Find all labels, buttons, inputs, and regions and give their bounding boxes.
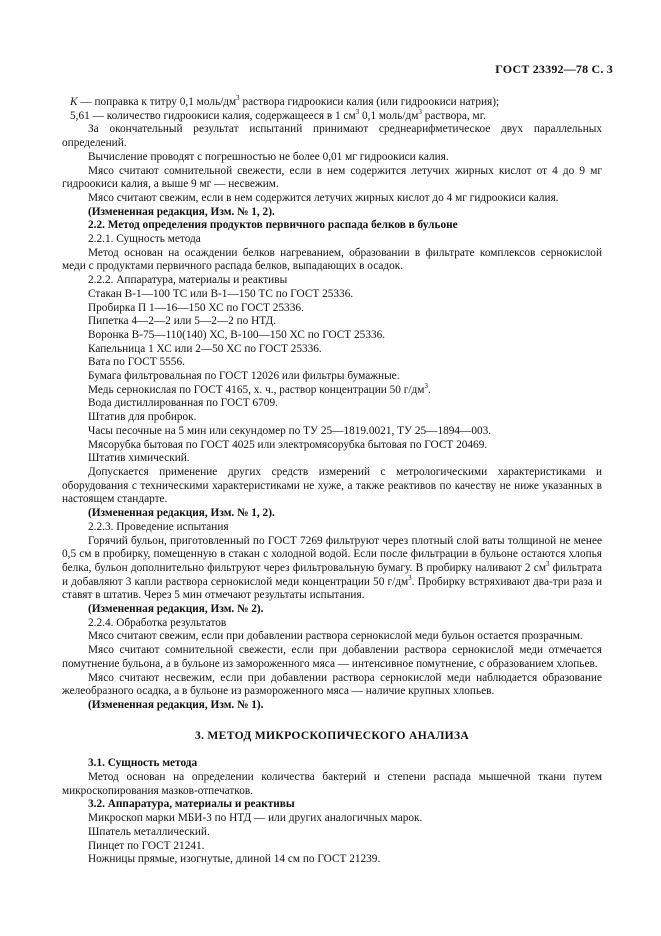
paragraph: За окончательный результат испытаний принимают среднеарифметическое двух параллельных определений.	[62, 123, 602, 150]
equipment-item: Мясорубка бытовая по ГОСТ 4025 или электромясорубка бытовая по ГОСТ 20469.	[88, 438, 488, 451]
equipment-item: Вата по ГОСТ 5556.	[88, 356, 185, 369]
equipment-item: Бумага фильтровальная по ГОСТ 12026 или фильтры бумажные.	[88, 370, 400, 383]
equipment-item: Часы песочные на 5 мин или секундомер по ТУ 25—1819.0021, ТУ 25—1894—003.	[88, 424, 492, 437]
equipment-item: Воронка В-75—110(140) ХС, В-100—150 ХС по ГОСТ 25336.	[88, 328, 386, 341]
paragraph: Метод основан на осаждении белков нагреванием, образовании в фильтрате комплексов сернокислой меди с продуктами первичного распада белков, выпадающих в осадок.	[62, 246, 602, 273]
equipment-item: Пробирка П 1—16—150 ХС по ГОСТ 25336.	[88, 301, 304, 314]
equipment-item: Пинцет по ГОСТ 21241.	[88, 839, 205, 852]
equipment-item: Микроскоп марки МБИ-3 по НТД — или других аналогичных марок.	[88, 812, 423, 825]
paragraph: Мясо считают сомнительной свежести, если в нем содержится летучих жирных кислот от 4 до 9 мг гидроокиси калия, а выше 9 мг — несвежим.	[62, 164, 602, 191]
equipment-item: Вода дистиллированная по ГОСТ 6709.	[88, 397, 278, 410]
equipment-item: Ножницы прямые, изогнутые, длиной 14 см по ГОСТ 21239.	[88, 853, 381, 866]
subsection-heading: 2.2.3. Проведение испытания	[88, 520, 229, 533]
paragraph: Мясо считают несвежим, если при добавлении раствора сернокислой меди наблюдается образование желеобразного осадка, а в бульоне из размороженного мяса — наличие крупных хлопьев.	[62, 671, 602, 698]
paragraph: Допускается применение других средств измерений с метрологическими характеристиками и оборудования с техническими характеристиками не хуже, а также реактивов по качеству не ниже указанных в настоящем стандарте.	[62, 465, 602, 506]
subsection-heading-3-2: 3.2. Аппаратура, материалы и реактивы	[88, 798, 295, 811]
k-symbol: K	[70, 96, 78, 108]
amendment-note: (Измененная редакция, Изм. № 1, 2).	[88, 507, 275, 520]
equipment-item: Стакан В-1—100 ТС или В-1—150 ТС по ГОСТ 25336.	[88, 287, 354, 300]
subsection-heading-3-1: 3.1. Сущность метода	[88, 757, 198, 770]
amendment-note: (Измененная редакция, Изм. № 2).	[88, 603, 264, 616]
document-body	[62, 96, 602, 867]
paragraph: Горячий бульон, приготовленный по ГОСТ 7269 фильтруют через плотный слой ваты толщиной не менее 0,5 см в пробирку, помещенную в стакан с холодной водой. Если после фильтрации в бульоне остаются хлопья белка, бульон дополнительно фильтруют через фильтровальную бумагу. В пробирку наливают 2 $см^3$ фильтрата и добавляют 3 капли раствора сернокислой меди концентрации 50 $г/дм^3$. Пробирку встряхивают два-три раза и ставят в штатив. Через 5 мин отмечают результаты испытания.	[62, 534, 602, 602]
equipment-item: Шпатель металлический.	[88, 825, 210, 838]
formula-note-k: K — поправка к титру 0,1 моль/$дм^3$ раствора гидроокиси калия (или гидроокиси натрия);	[70, 94, 500, 108]
subsection-heading: 2.2.2. Аппаратура, материалы и реактивы	[88, 274, 288, 287]
section-heading-2-2: 2.2. Метод определения продуктов первичного распада белков в бульоне	[88, 219, 458, 232]
paragraph: Мясо считают свежим, если при добавлении раствора сернокислой меди бульон остается прозрачным.	[88, 630, 583, 643]
paragraph: Вычисление проводят с погрешностью не более 0,01 мг гидроокиси калия.	[88, 150, 449, 163]
paragraph: Метод основан на определении количества бактерий и степени распада мышечной ткани путем микроскопирования мазков-отпечатков.	[62, 771, 602, 797]
subsection-heading: 2.2.4. Обработка результатов	[88, 616, 227, 629]
amendment-note: (Измененная редакция, Изм. № 1).	[88, 698, 264, 711]
section-title-3: 3. МЕТОД МИКРОСКОПИЧЕСКОГО АНАЛИЗА	[194, 728, 470, 742]
equipment-item: Капельница 1 ХС или 2—50 ХС по ГОСТ 25336.	[88, 342, 322, 355]
subsection-heading: 2.2.1. Сущность метода	[88, 233, 201, 246]
paragraph: Мясо считают свежим, если в нем содержится летучих жирных кислот до 4 мг гидроокиси калия.	[88, 191, 559, 204]
equipment-item: Штатив для пробирок.	[88, 411, 197, 424]
page-header: ГОСТ 23392—78 С. 3	[495, 62, 613, 76]
amendment-note: (Измененная редакция, Изм. № 1, 2).	[88, 205, 275, 218]
equipment-item: Медь сернокислая по ГОСТ 4165, х. ч., раствор концентрации 50 $г/дм^3$.	[88, 382, 431, 396]
formula-note-561: 5,61 — количество гидроокиси калия, содержащееся в 1 $см^3$ 0,1 моль/$дм^3$ раствора, мг.	[70, 107, 486, 122]
equipment-item: Штатив химический.	[88, 452, 190, 465]
equipment-item: Пипетка 4—2—2 или 5—2—2 по НТД.	[88, 315, 277, 328]
paragraph: Мясо считают сомнительной свежести, если при добавлении раствора сернокислой меди отмечается помутнение бульона, а в бульоне из замороженного мяса — интенсивное помутнение, с образованием хлопьев.	[62, 644, 602, 670]
